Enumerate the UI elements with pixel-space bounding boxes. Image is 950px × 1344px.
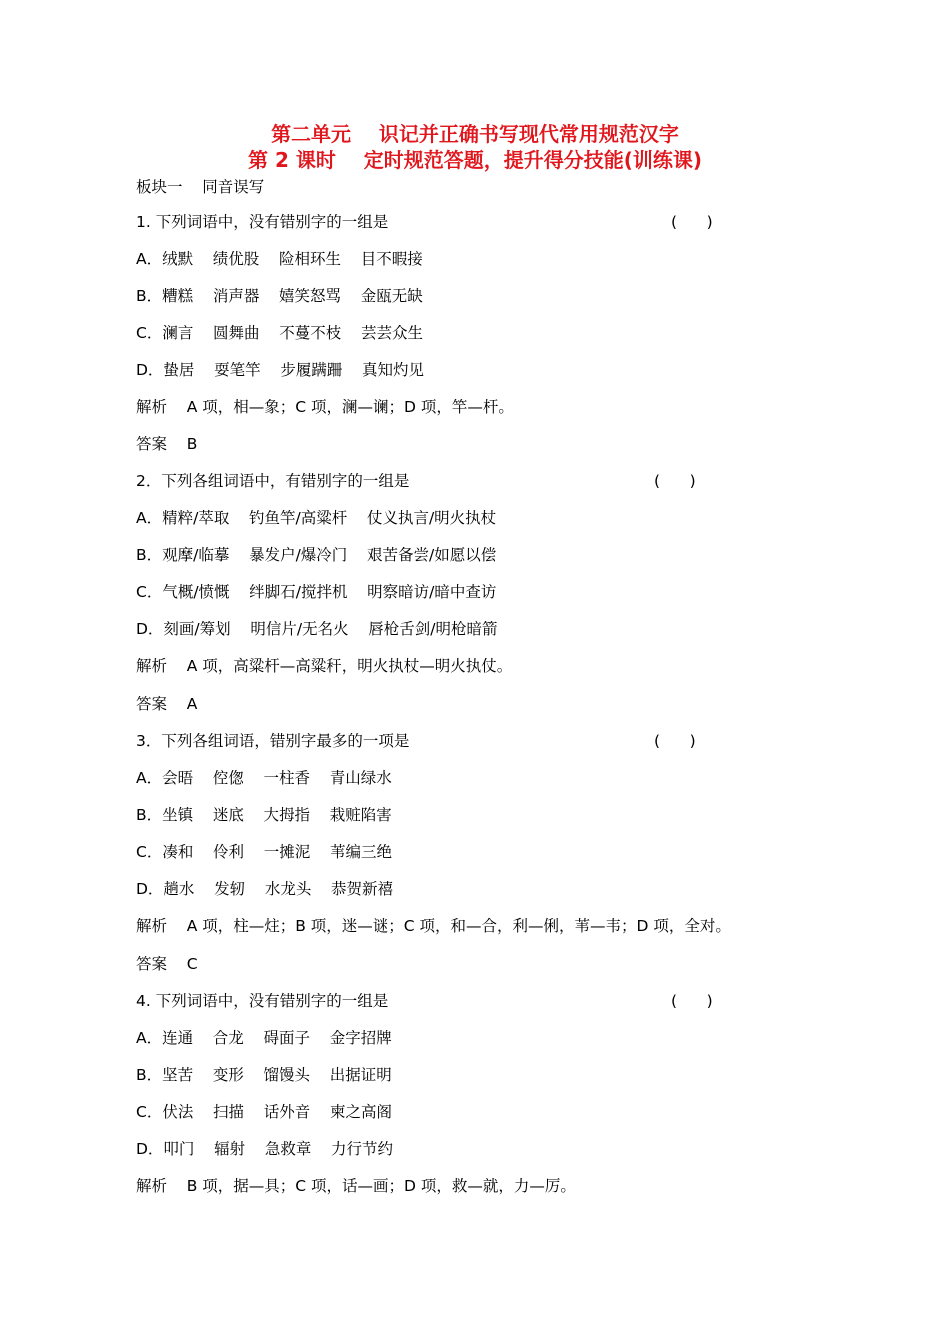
section-heading: 板块一 同音误写: [136, 178, 265, 196]
question-2-option-b: B．观摩/临摹 暴发户/爆冷门 艰苦备尝/如愿以偿: [136, 546, 497, 564]
question-3-stem: 3．下列各组词语，错别字最多的一项是: [136, 732, 410, 750]
question-1-answer: 答案 B: [136, 435, 198, 453]
question-1-option-d: D．蛰居 耍笔竿 步履蹒跚 真知灼见: [136, 361, 425, 379]
question-2-stem: 2．下列各组词语中，有错别字的一组是: [136, 472, 410, 490]
question-2-answer: 答案 A: [136, 695, 198, 713]
unit-title: 第二单元 识记并正确书写现代常用规范汉字: [271, 122, 679, 146]
lesson-title: 第 2 课时 定时规范答题，提升得分技能(训练课): [248, 148, 702, 172]
question-3-analysis: 解析 A 项，柱—炷；B 项，迷—谜；C 项，和—合，利—俐，苇—韦；D 项，全对。: [136, 917, 731, 935]
question-2-option-c: C．气概/愤慨 绊脚石/搅拌机 明察暗访/暗中查访: [136, 583, 497, 601]
question-4-answer-paren: ( ): [671, 992, 713, 1010]
question-1-stem: 1. 下列词语中，没有错别字的一组是: [136, 213, 389, 231]
question-4-option-d: D．叩门 辐射 急救章 力行节约: [136, 1140, 394, 1158]
question-3-option-a: A．会晤 倥偬 一柱香 青山绿水: [136, 769, 392, 787]
question-2-answer-paren: ( ): [654, 472, 696, 490]
question-2-option-a: A．精粹/萃取 钓鱼竿/高粱杆 仗义执言/明火执杖: [136, 509, 497, 527]
question-1-option-a: A．绒默 绩优股 险相环生 目不暇接: [136, 250, 423, 268]
question-4-option-c: C．伏法 扫描 话外音 柬之高阁: [136, 1103, 392, 1121]
question-1-option-b: B．糟糕 消声器 嬉笑怒骂 金瓯无缺: [136, 287, 423, 305]
question-3-answer: 答案 C: [136, 955, 198, 973]
question-1-analysis: 解析 A 项，相—象；C 项，澜—谰；D 项，竿—杆。: [136, 398, 514, 416]
question-4-option-b: B．坚苦 变形 馏馒头 出据证明: [136, 1066, 392, 1084]
question-4-stem: 4. 下列词语中，没有错别字的一组是: [136, 992, 389, 1010]
question-3-answer-paren: ( ): [654, 732, 696, 750]
question-4-analysis: 解析 B 项，据—具；C 项，话—画；D 项，救—就，力—厉。: [136, 1177, 576, 1195]
question-1-option-c: C．澜言 圆舞曲 不蔓不枝 芸芸众生: [136, 324, 423, 342]
question-1-answer-paren: ( ): [671, 213, 713, 231]
question-4-option-a: A．连通 合龙 碍面子 金字招牌: [136, 1029, 392, 1047]
question-2-option-d: D．刻画/筹划 明信片/无名火 唇枪舌剑/明枪暗箭: [136, 620, 498, 638]
question-3-option-c: C．凑和 伶利 一摊泥 苇编三绝: [136, 843, 392, 861]
question-3-option-b: B．坐镇 迷底 大拇指 栽赃陷害: [136, 806, 392, 824]
question-2-analysis: 解析 A 项，高粱杆—高粱秆，明火执杖—明火执仗。: [136, 657, 513, 675]
question-3-option-d: D．趟水 发轫 水龙头 恭贺新禧: [136, 880, 394, 898]
